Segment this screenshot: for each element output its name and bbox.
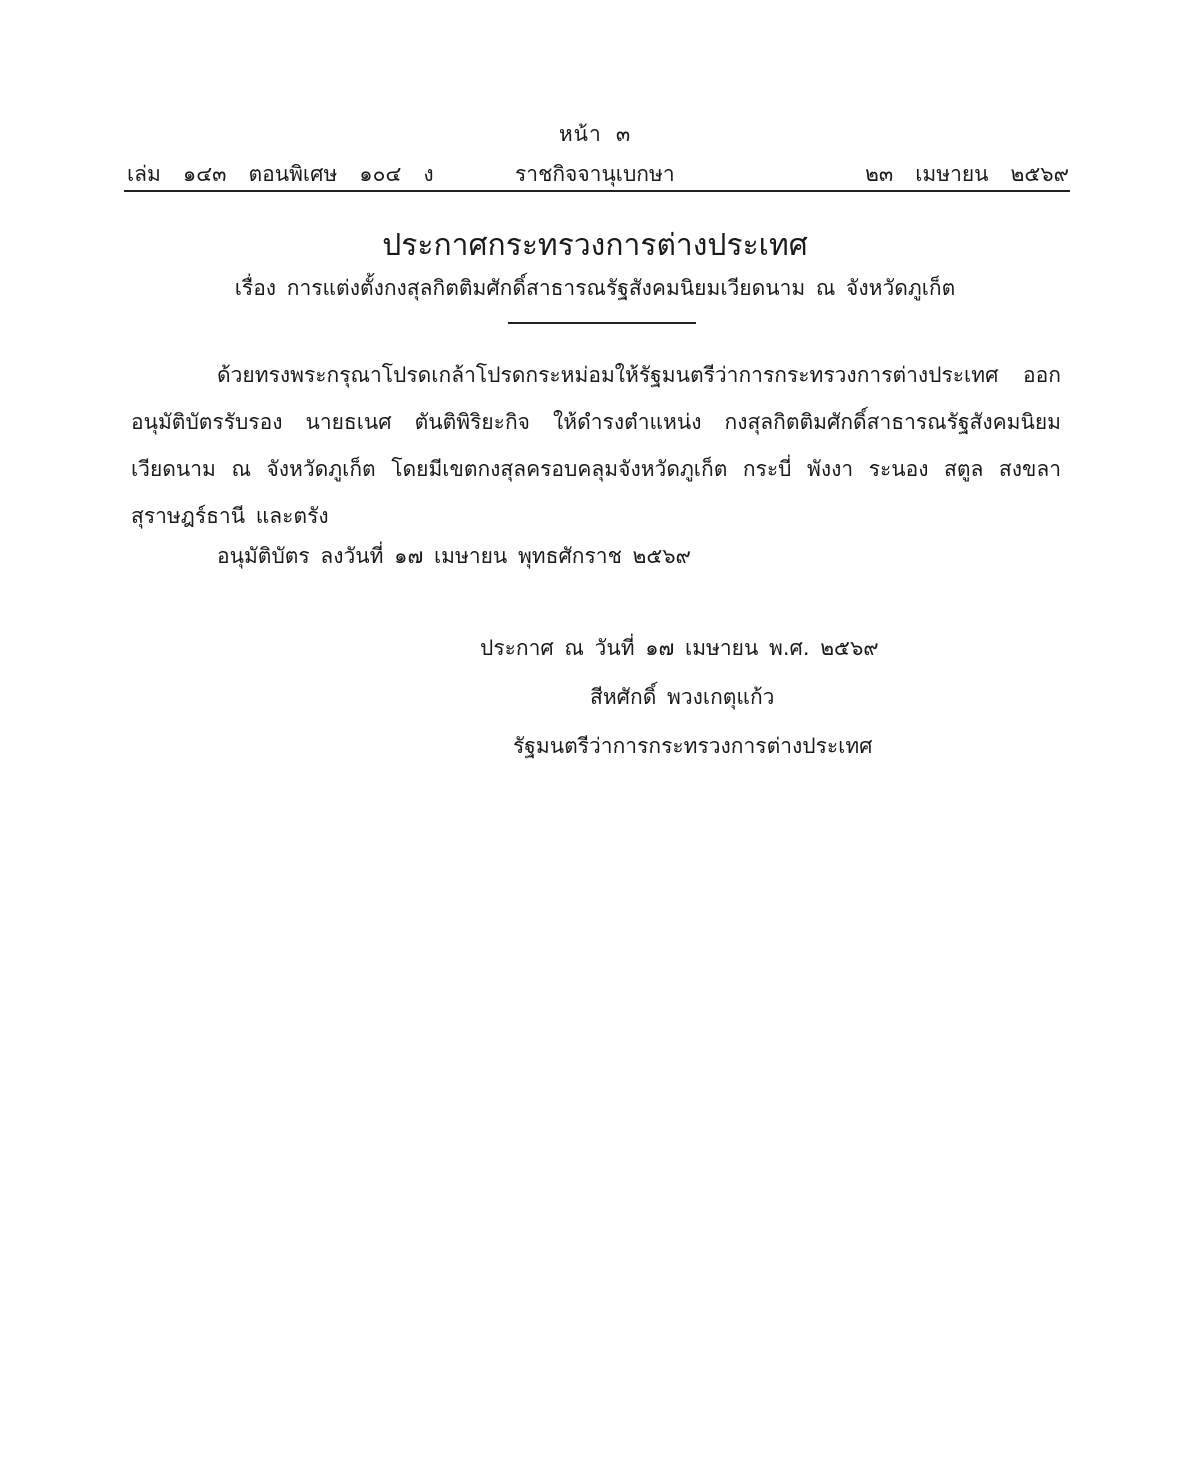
page-number-label: หน้า (558, 122, 602, 146)
volume-number: ๑๔๓ (182, 162, 227, 186)
issue-suffix: ง (423, 162, 434, 186)
page-number (0, 118, 1190, 151)
publication-name: ราชกิจจานุเบกษา (515, 162, 675, 186)
title-divider (508, 322, 696, 324)
issue-label: ตอนพิเศษ (248, 162, 338, 186)
announcement-title: ประกาศกระทรวงการต่างประเทศ (382, 228, 808, 263)
running-header (127, 158, 1069, 188)
volume-issue (127, 158, 456, 191)
announcement-subject: เรื่อง การแต่งตั้งกงสุลกิตติมศักดิ์สาธารณรัฐสังคมนิยมเวียดนาม ณ จังหวัดภูเก็ต (234, 276, 956, 300)
signature-block (480, 632, 920, 763)
approval-date-line: อนุมัติบัตร ลงวันที่ ๑๗ เมษายน พุทธศักราช ๒๕๖๙ (217, 544, 691, 568)
publication-date (843, 158, 1069, 191)
signatory-name: สีหศักดิ์ พวงเกตุแก้ว (590, 685, 775, 709)
date-year: ๒๕๖๙ (1010, 162, 1069, 186)
date-day: ๒๓ (865, 162, 894, 186)
volume-label: เล่ม (127, 162, 161, 186)
page-number-value: ๓ (615, 122, 632, 146)
announcement-date: ประกาศ ณ วันที่ ๑๗ เมษายน พ.ศ. ๒๕๖๙ (480, 636, 879, 660)
header-divider (124, 190, 1070, 192)
issue-number: ๑๐๔ (359, 162, 402, 186)
date-month: เมษายน (915, 162, 989, 186)
announcement-body: ด้วยทรงพระกรุณาโปรดเกล้าโปรดกระหม่อมให้รัฐมนตรีว่าการกระทรวงการต่างประเทศ ออกอนุมัติบัตรรับรอง นายธเนศ ตันติพิริยะกิจ ให้ดำรงตำแหน่ง กงสุลกิตติมศักดิ์สาธารณรัฐสังคมนิยมเวียดนาม ณ จังหวัดภูเก็ต โดยมีเขตกงสุลครอบคลุมจังหวัดภูเก็ต กระบี่ พังงา ระนอง สตูล สงขลา สุราษฎร์ธานี และตรัง (131, 363, 1061, 528)
signatory-position: รัฐมนตรีว่าการกระทรวงการต่างประเทศ (513, 734, 873, 758)
